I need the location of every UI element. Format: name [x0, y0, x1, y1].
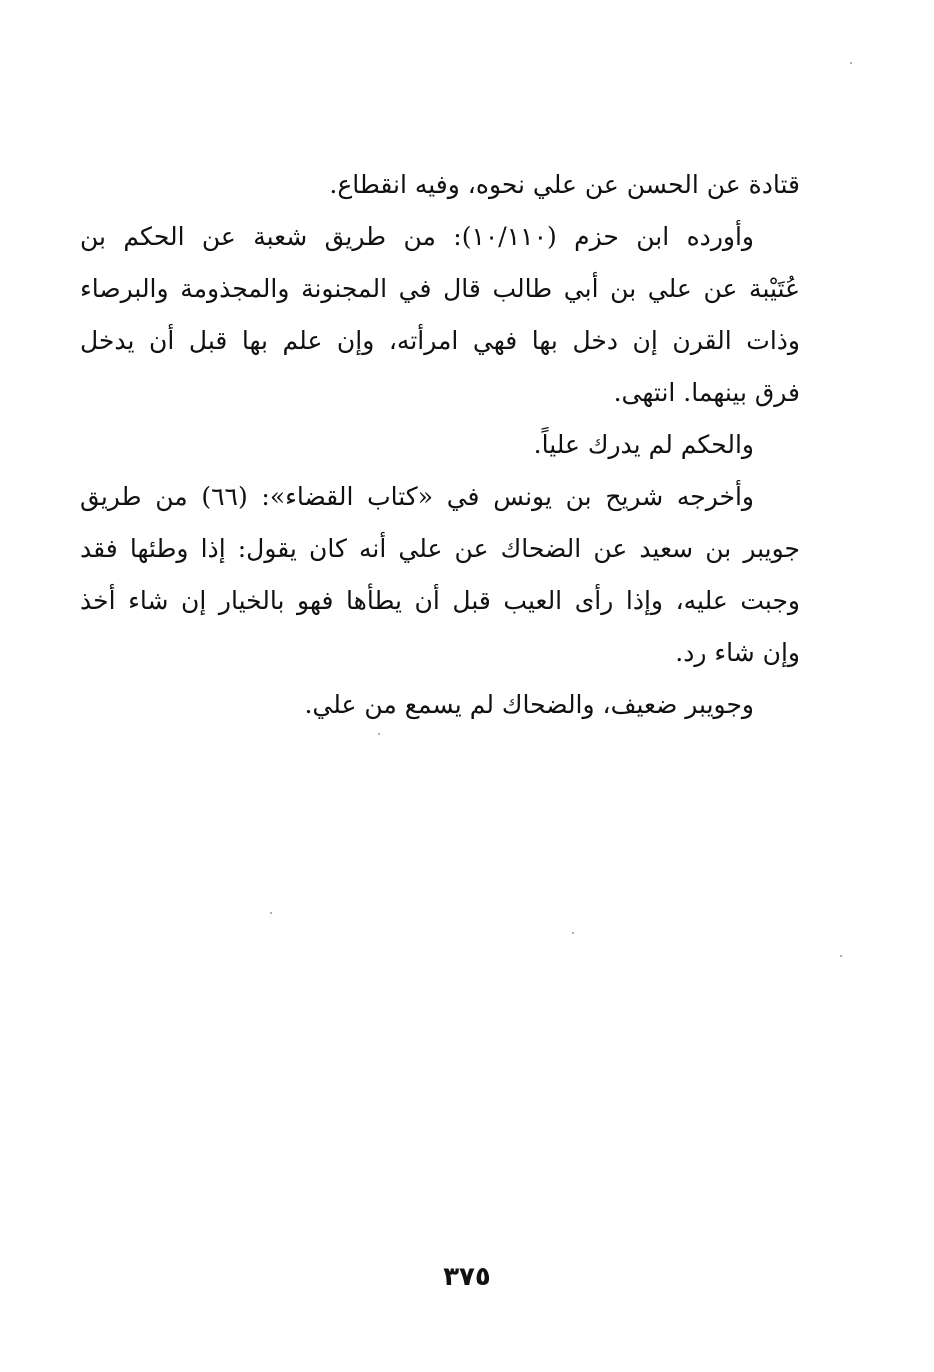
scan-speck [840, 955, 842, 957]
text-line-9: وجبت عليه، وإذا رأى العيب قبل أن يطأها فهو بالخيار إن شاء أخذ [80, 586, 800, 615]
text-line-6: والحكم لم يدرك علياً. [533, 430, 754, 459]
text-line-11: وجويبر ضعيف، والضحاك لم يسمع من علي. [304, 690, 754, 719]
scan-speck [850, 62, 852, 64]
text-line-8: جويبر بن سعيد عن الضحاك عن علي أنه كان يقول: إذا وطئها فقد [80, 534, 800, 563]
text-line-4: وذات القرن إن دخل بها فهي امرأته، وإن علم بها قبل أن يدخل [80, 326, 800, 355]
scan-speck [378, 733, 380, 735]
scan-speck [270, 912, 272, 914]
text-line-7: وأخرجه شريح بن يونس في «كتاب القضاء»: (٦٦) من طريق [80, 482, 754, 511]
text-line-10: وإن شاء رد. [675, 638, 800, 667]
page-number: ٣٧٥ [443, 1262, 491, 1292]
text-line-2: وأورده ابن حزم (١٠/١١٠): من طريق شعبة عن الحكم بن [80, 222, 754, 251]
text-line-1: قتادة عن الحسن عن علي نحوه، وفيه انقطاع. [329, 170, 800, 199]
text-line-3: عُتَيْبة عن علي بن أبي طالب قال في المجنونة والمجذومة والبرصاء [80, 274, 800, 303]
text-line-5: فرق بينهما. انتهى. [613, 378, 800, 407]
scan-speck [572, 932, 574, 934]
